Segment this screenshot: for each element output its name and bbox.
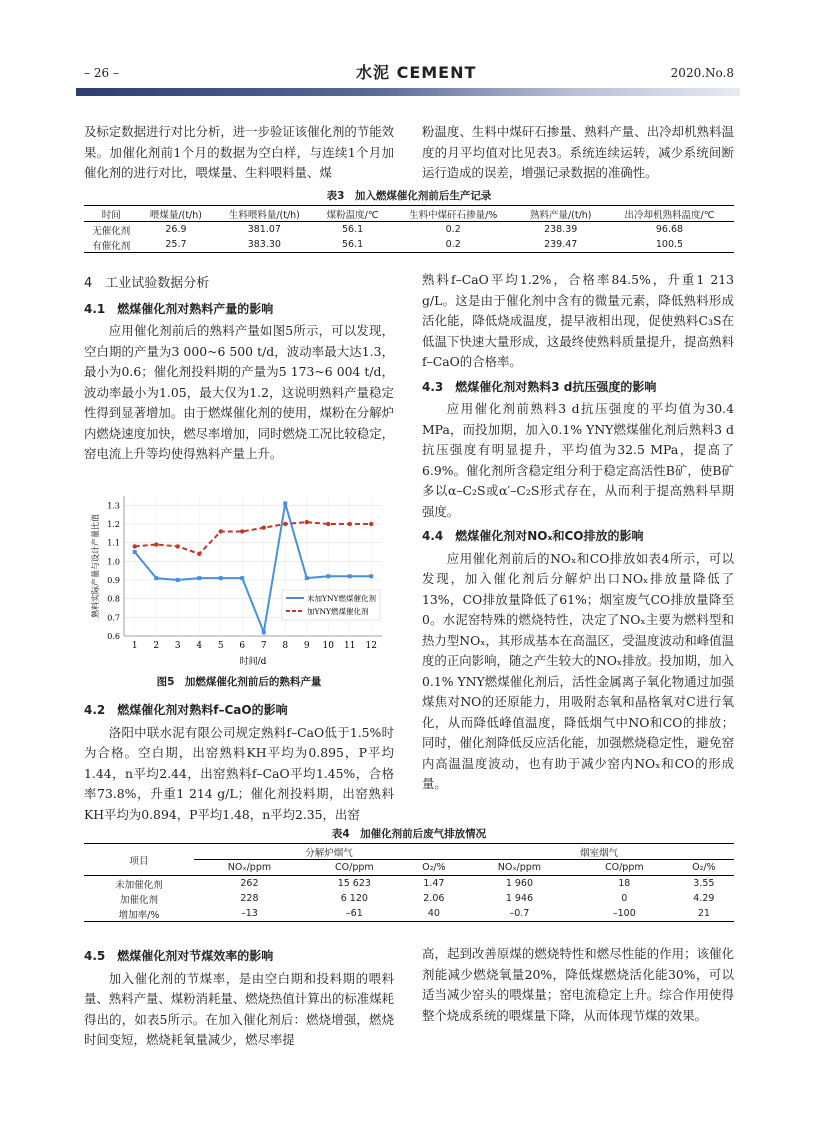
bottom-left-column [84,942,394,1051]
y-axis-label: 熟料实际产量与设计产量比值 [91,514,100,618]
table-cell: 1 946 [505,893,534,904]
x-tick-label: 4 [196,641,203,651]
data-point [176,578,180,582]
series-line [135,522,372,554]
table-header: CO/ppm [335,862,374,873]
table-cell: 383.30 [247,239,281,250]
data-point [219,576,223,580]
table-header: 生料中煤矸石掺量/% [409,209,498,221]
left-column-lower [84,696,394,825]
y-tick-label: 0.6 [107,632,120,641]
data-point [305,576,309,580]
subsection-heading: 4.1 燃煤催化剂对熟料产量的影响 [84,301,274,316]
table-header: NOₓ/ppm [497,862,542,873]
data-point [154,542,158,546]
table-cell: –61 [345,908,363,919]
subsection-heading: 4.2 燃煤催化剂对熟料f–CaO的影响 [84,703,288,717]
table-header: NOₓ/ppm [227,862,272,873]
table-cell: 3.55 [693,878,715,889]
data-point [283,501,287,505]
subsection-heading: 4.5 燃煤催化剂对节煤效率的影响 [84,949,274,963]
table4-caption: 表4 加催化剂前后废气排放情况 [331,828,487,840]
data-point [305,520,309,524]
data-point [176,544,180,548]
x-tick-label: 7 [260,641,267,651]
data-point [133,544,137,548]
fig5-chart [86,490,392,670]
table-cell: 228 [240,893,259,904]
table-row [84,906,734,922]
table-header: 熟料产量/(t/h) [529,209,592,221]
table-cell: 加催化剂 [119,894,158,906]
data-point [369,574,373,578]
right-column [422,270,734,795]
data-point [326,574,330,578]
x-tick-label: 5 [217,641,224,651]
table3-caption: 表3 加入燃煤催化剂前后生产记录 [326,190,492,202]
y-tick-label: 0.8 [107,594,120,604]
data-point [240,576,244,580]
data-point [197,576,201,580]
data-point [262,526,266,530]
table3 [84,205,734,253]
paragraph: 及标定数据进行对比分析，进一步验证该催化剂的节能效果。加催化剂前1个月的数据为空白样，与连续1个月加催化剂的进行对比，喂煤量、生料喂料量、煤 [84,124,394,180]
table-cell: –0.7 [509,908,530,919]
x-tick-label: 12 [365,641,377,651]
table-row [84,876,734,892]
table-cell: 0 [621,893,628,904]
paragraph: 高，起到改善原煤的燃烧特性和燃尽性能的作用；该催化剂能减少燃烧氧量20%，降低煤燃烧活化能30%，可以适当减少窑头的喂煤量；窑电流稳定上升。综合作用使得整个烧成系统的喂煤量下降，从而体现节煤的效果。 [422,946,734,1023]
table-cell: 381.07 [247,224,281,235]
table-header: O₂/% [422,862,446,873]
table-header: CO/ppm [604,862,644,873]
table-row [84,222,734,238]
y-tick-label: 1.2 [107,520,120,529]
table-cell: 4.29 [693,893,715,904]
journal-logo: 水泥 CEMENT [356,63,477,82]
table-header-row [84,206,734,222]
header-bar [76,88,740,96]
table-cell: –13 [241,908,258,919]
paragraph: 粉温度、生料中煤矸石掺量、熟料产量、出冷却机熟料温度的月平均值对比见表3。系统连续运转，减少系统间断运行造成的误差，增强记录数据的准确性。 [422,124,734,180]
paragraph: 加入催化剂的节煤率，是由空白期和投料期的喂料量、熟料产量、煤粉消耗量、燃烧热值计算出的标准煤耗得出的，如表5所示。在加入催化剂后：燃烧增强，燃烧时间变短，燃烧耗氧量减少，燃尽率提 [84,970,394,1047]
paragraph: 应用催化剂前后的NOₓ和CO排放如表4所示，可以发现，加入催化剂后分解炉出口NOₓ排放量降低了13%，CO排放量降低了61%；烟室废气CO排放量降至0。水泥窑特殊的燃烧特性，决定了NOₓ主要为燃料型和热力型NOₓ，其形成基本在高温区，受温度波动和峰值温度的正向影响，随之产生较大的NOₓ排放。投加期，加入0.1% YNY燃煤催化剂后，活性金属离子氧化物通过加强煤焦对NO的还原能力，用吸附态氧和晶格氧对C进行氧化，从而降低峰值温度，降低烟气中NO和CO的排放；同时，催化剂降低反应活化能，加强燃烧稳定性，避免窑内高温温度波动，也有助于减少窑内NOₓ和CO的形成量。 [422,550,734,791]
table-cell: 增加率/% [118,909,160,921]
x-tick-label: 10 [322,641,334,651]
table-cell: 239.47 [544,239,578,250]
table-cell: 1.47 [423,878,445,889]
data-point [154,576,158,580]
table-cell: 25.7 [165,239,187,250]
table-header: 生料喂料量/(t/h) [228,209,300,221]
data-point [283,522,287,526]
table-cell: 2.06 [423,893,445,904]
bottom-right-column [422,944,734,1026]
y-tick-label: 0.7 [107,613,120,623]
table-cell: 238.39 [544,224,578,235]
paragraph: 应用催化剂前后的熟料产量如图5所示，可以发现，空白期的产量为3 000~6 500 t/d，波动率最大达1.3，最小为0.6；催化剂投料期的产量为5 173~6 004 t/d，波动率最小为1.05，最大仅为1.2，这说明熟料产量稳定性得到显著增加。由于燃煤催化剂的使用，煤粉在分解炉内燃烧速度加快，燃尽率增加，同时燃烧工况比较稳定，窑电流上升等均使得熟料产量上升。 [84,323,394,461]
table-header: 出冷却机熟料温度/℃ [624,209,715,221]
data-point [262,630,266,634]
paragraph: 应用催化剂前熟料3 d抗压强度的平均值为30.4 MPa，而投加期，加入0.1% YNY燃煤催化剂后熟料3 d抗压强度有明显提升，平均值为32.5 MPa，提高了6.9%。催化剂所含稳定组分利于稳定高活性B矿，使B矿多以α–C₂S或α′–C₂S形式存在，从而利于提高熟料早期强度。 [422,401,734,519]
table-cell: –100 [612,908,636,919]
table-cell: 无催化剂 [92,225,131,237]
table-group-header: 烟室烟气 [464,844,734,860]
legend-label: 未加YNY燃煤催化剂 [307,594,376,603]
page-number: – 26 – [84,66,119,80]
legend-label: 加YNY燃煤催化剂 [307,607,369,616]
table-cell: 40 [427,908,440,919]
x-tick-label: 9 [303,641,310,651]
table-group-header: 分解炉烟气 [194,844,464,860]
table-cell: 0.2 [445,239,461,250]
table-cell: 有催化剂 [92,240,131,252]
table-header: O₂/% [692,862,716,873]
table-cell: 56.1 [342,239,364,250]
x-tick-label: 3 [174,641,181,651]
left-top-text [84,122,394,184]
data-point [326,522,330,526]
table-header-row [84,844,734,860]
table-cell: 18 [618,878,631,889]
x-axis-label: 时间/d [239,657,267,667]
data-point [348,574,352,578]
table-cell: 56.1 [342,224,364,235]
y-tick-label: 0.9 [107,576,120,585]
table-cell: 262 [240,878,259,889]
table-row [84,237,734,253]
table-cell: 0.2 [445,224,461,235]
table4 [84,843,734,922]
left-column [84,270,394,465]
issue-label: 2020.No.8 [670,66,734,80]
subsection-heading: 4.3 燃煤催化剂对熟料3 d抗压强度的影响 [422,379,657,394]
data-point [197,552,201,556]
table-cell: 15 623 [337,878,371,889]
table-row [84,891,734,906]
y-tick-label: 1.0 [107,557,120,567]
x-tick-label: 6 [239,641,246,651]
table-cell: 6 120 [340,893,368,904]
table-header: 煤粉温度/℃ [326,209,379,221]
subsection-heading: 4.4 燃煤催化剂对NOₓ和CO排放的影响 [422,529,644,543]
paragraph: 洛阳中联水泥有限公司规定熟料f–CaO低于1.5%时为合格。空白期，出窑熟料KH平均为0.895，P平均1.44，n平均2.44，出窑熟料f–CaO平均1.45%，合格率73.8%，升重1 214 g/L；催化剂投料期，出窑熟料KH平均为0.894，P平均1.48，n平均2.35，出窑 [84,724,394,822]
x-tick-label: 11 [344,641,356,651]
x-tick-label: 8 [282,641,289,651]
x-tick-label: 2 [153,641,160,651]
fig5-caption: 图5 加燃煤催化剂前后的熟料产量 [156,676,322,688]
data-point [369,522,373,526]
data-point [219,529,223,533]
table-cell: 96.68 [655,224,684,235]
x-tick-label: 1 [131,641,138,651]
table-header: 时间 [101,209,121,221]
table-cell: 1 960 [505,878,534,889]
table-cell: 26.9 [165,224,187,235]
data-point [240,529,244,533]
y-tick-label: 1.3 [107,501,120,511]
section-heading: 4 工业试验数据分析 [84,276,210,291]
y-tick-label: 1.1 [107,538,120,548]
right-top-text [422,122,734,184]
data-point [348,522,352,526]
paragraph: 熟料f–CaO平均1.2%，合格率84.5%，升重1 213 g/L。这是由于催化剂中含有的微量元素，降低熟料形成活化能，降低烧成温度，提早液相出现，促使熟料C₃S在低温下快速大量形成，这最终使熟料质量提升，提高熟料f–CaO的合格率。 [422,272,734,369]
table-cell: 未加催化剂 [115,879,163,891]
data-point [133,550,137,554]
table-header: 喂煤量/(t/h) [149,209,202,221]
table-cell: 100.5 [655,239,684,250]
table-header: 项目 [84,844,194,876]
table-cell: 21 [697,908,710,919]
